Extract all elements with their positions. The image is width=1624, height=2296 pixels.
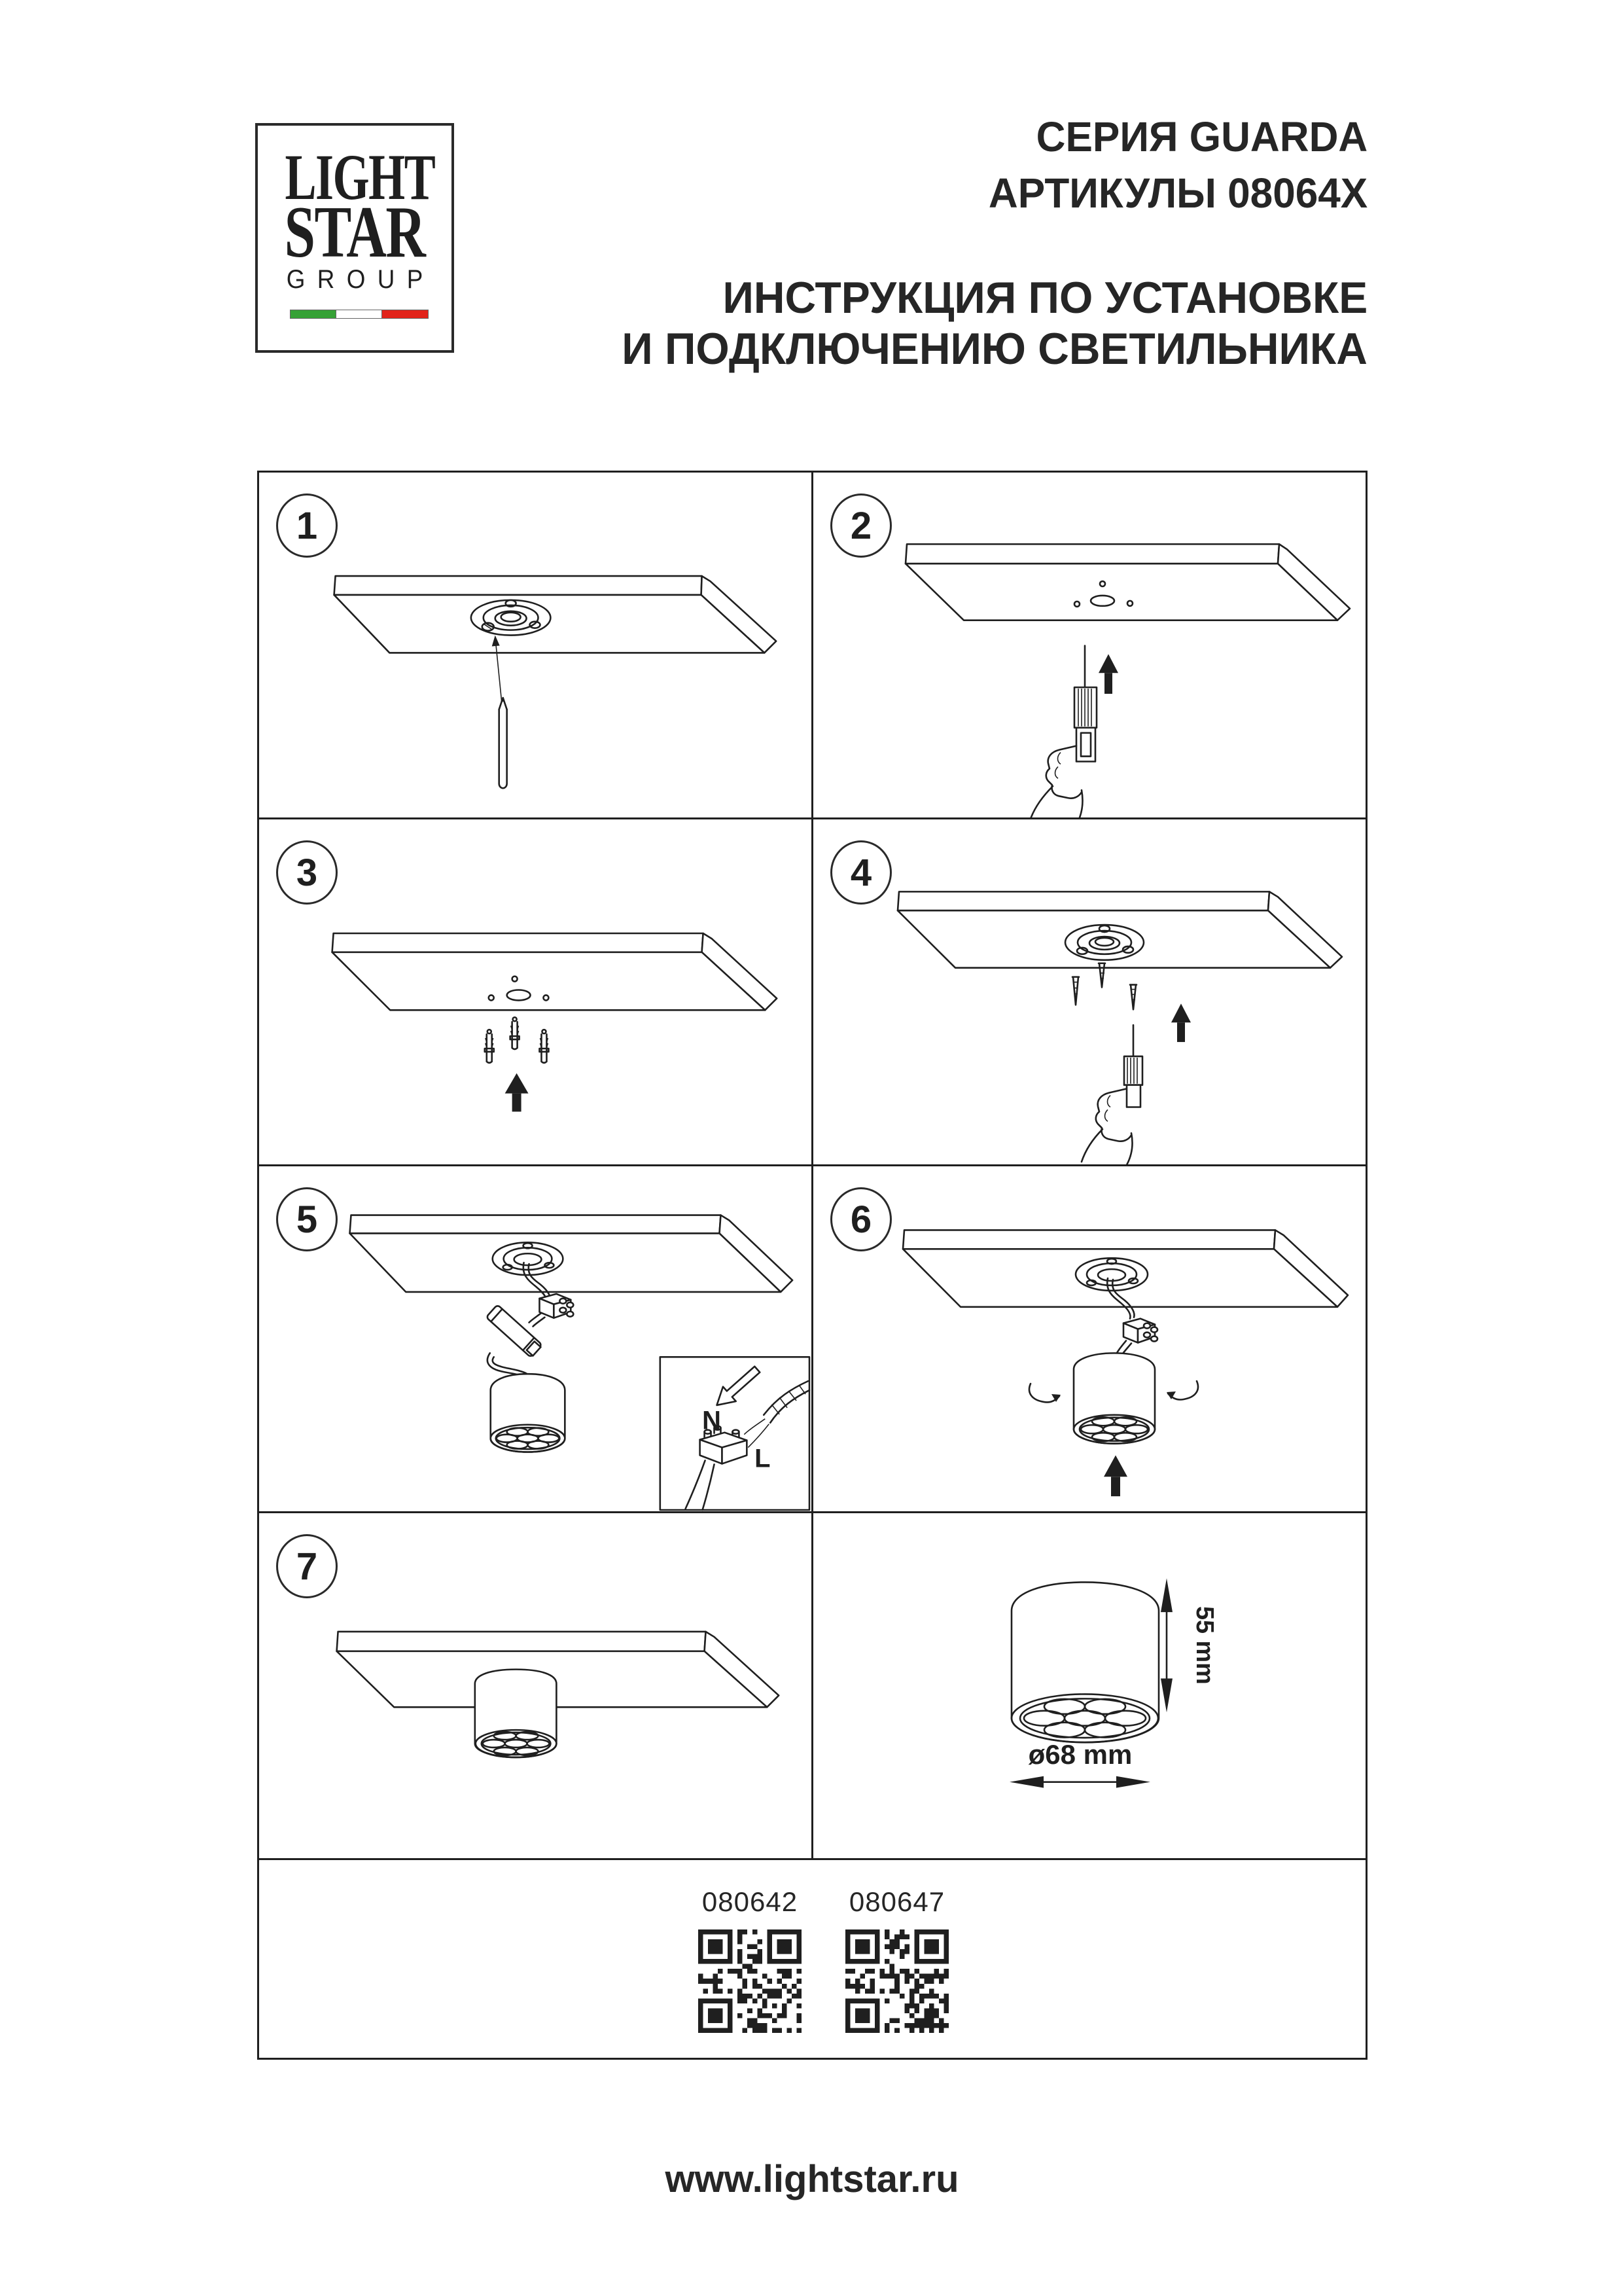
wall-anchors bbox=[485, 1017, 549, 1063]
step-1-badge: 1 bbox=[276, 493, 338, 558]
lamp-cylinder bbox=[1074, 1353, 1155, 1443]
mounting-plate bbox=[1076, 1258, 1148, 1291]
website-url: www.lightstar.ru bbox=[665, 2158, 959, 2200]
step-1-illustration bbox=[259, 473, 811, 817]
hand-screwdriver-icon bbox=[1082, 1025, 1142, 1164]
ceiling-slab bbox=[337, 1632, 779, 1707]
anchor-icon bbox=[539, 1030, 548, 1063]
mounting-plate bbox=[1065, 925, 1144, 960]
italian-flag-icon bbox=[290, 310, 429, 319]
step-2-badge: 2 bbox=[830, 493, 892, 558]
lamp-cylinder bbox=[491, 1374, 565, 1452]
height-label: 55 mm bbox=[1190, 1606, 1219, 1685]
up-arrow-icon bbox=[1099, 654, 1118, 694]
ceiling-slab bbox=[332, 933, 777, 1010]
pencil-icon bbox=[499, 698, 507, 788]
step-4-illustration bbox=[813, 819, 1368, 1164]
articles-row bbox=[259, 1860, 1368, 2058]
logo-word-light: LIGHT bbox=[285, 141, 435, 213]
rotate-arrow-right-icon bbox=[1167, 1381, 1198, 1399]
ceiling-slab bbox=[350, 1215, 793, 1292]
mounting-plate bbox=[493, 1242, 563, 1275]
logo-word-star: STAR bbox=[284, 192, 425, 273]
mounting-plate bbox=[471, 600, 551, 636]
hand-drill-icon bbox=[1029, 645, 1097, 817]
up-arrow-icon bbox=[1104, 1455, 1127, 1496]
step-1-panel bbox=[259, 473, 813, 819]
step-3-illustration bbox=[259, 819, 811, 1164]
ceiling-slab bbox=[334, 576, 777, 653]
lamp-cylinder bbox=[1012, 1582, 1159, 1742]
instruction-title-line1: ИНСТРУКЦИЯ ПО УСТАНОВКЕ bbox=[722, 273, 1368, 323]
step-3-badge: 3 bbox=[276, 840, 338, 905]
lightstar-logo bbox=[255, 123, 454, 353]
wiring-inset bbox=[660, 1357, 809, 1510]
anchor-icon bbox=[510, 1017, 520, 1049]
steps-grid bbox=[257, 471, 1368, 2060]
height-dimension bbox=[1161, 1578, 1218, 1712]
step-6-illustration bbox=[813, 1166, 1368, 1511]
series-title: СЕРИЯ GUARDA bbox=[1036, 113, 1368, 160]
diameter-dimension bbox=[1010, 1739, 1150, 1788]
neutral-label: N bbox=[702, 1406, 721, 1435]
step-6-panel bbox=[813, 1166, 1368, 1513]
step-7-panel bbox=[259, 1513, 813, 1860]
step-6-badge: 6 bbox=[830, 1187, 892, 1251]
screw-icon bbox=[1072, 977, 1079, 1005]
logo-word-group: GROUP bbox=[286, 265, 435, 294]
step-2-panel bbox=[813, 473, 1368, 819]
up-arrow-icon bbox=[1171, 1003, 1191, 1042]
diameter-label: ø68 mm bbox=[1028, 1738, 1133, 1770]
screw-icon bbox=[1130, 985, 1137, 1010]
dimensions-panel bbox=[813, 1513, 1368, 1860]
terminal-block bbox=[1123, 1319, 1157, 1343]
articles-title: АРТИКУЛЫ 08064X bbox=[988, 170, 1368, 217]
up-arrow-icon bbox=[505, 1073, 529, 1112]
ceiling-slab bbox=[906, 544, 1350, 620]
step-5-badge: 5 bbox=[276, 1187, 338, 1251]
step-7-badge: 7 bbox=[276, 1534, 338, 1598]
article-number: 080647 bbox=[849, 1886, 945, 1917]
rotate-arrow-left-icon bbox=[1029, 1384, 1061, 1402]
screws bbox=[1072, 963, 1137, 1010]
product-080647 bbox=[841, 1886, 953, 2033]
step-2-illustration bbox=[813, 473, 1368, 817]
step-5-illustration bbox=[259, 1166, 811, 1511]
step-7-illustration bbox=[259, 1513, 811, 1858]
terminal-block bbox=[539, 1294, 573, 1318]
step-5-panel bbox=[259, 1166, 813, 1513]
mounted-lamp bbox=[475, 1670, 557, 1757]
qr-code bbox=[845, 1929, 949, 2033]
step-3-panel bbox=[259, 819, 813, 1166]
instruction-title-line2: И ПОДКЛЮЧЕНИЮ СВЕТИЛЬНИКА bbox=[622, 324, 1368, 374]
step-4-panel bbox=[813, 819, 1368, 1166]
line-label: L bbox=[754, 1444, 771, 1473]
product-080642 bbox=[694, 1886, 805, 2033]
article-number: 080642 bbox=[701, 1886, 798, 1917]
anchor-icon bbox=[485, 1030, 494, 1063]
dimensions-illustration bbox=[813, 1513, 1368, 1858]
step-4-badge: 4 bbox=[830, 840, 892, 905]
qr-code bbox=[698, 1929, 802, 2033]
driver-box bbox=[486, 1304, 545, 1357]
